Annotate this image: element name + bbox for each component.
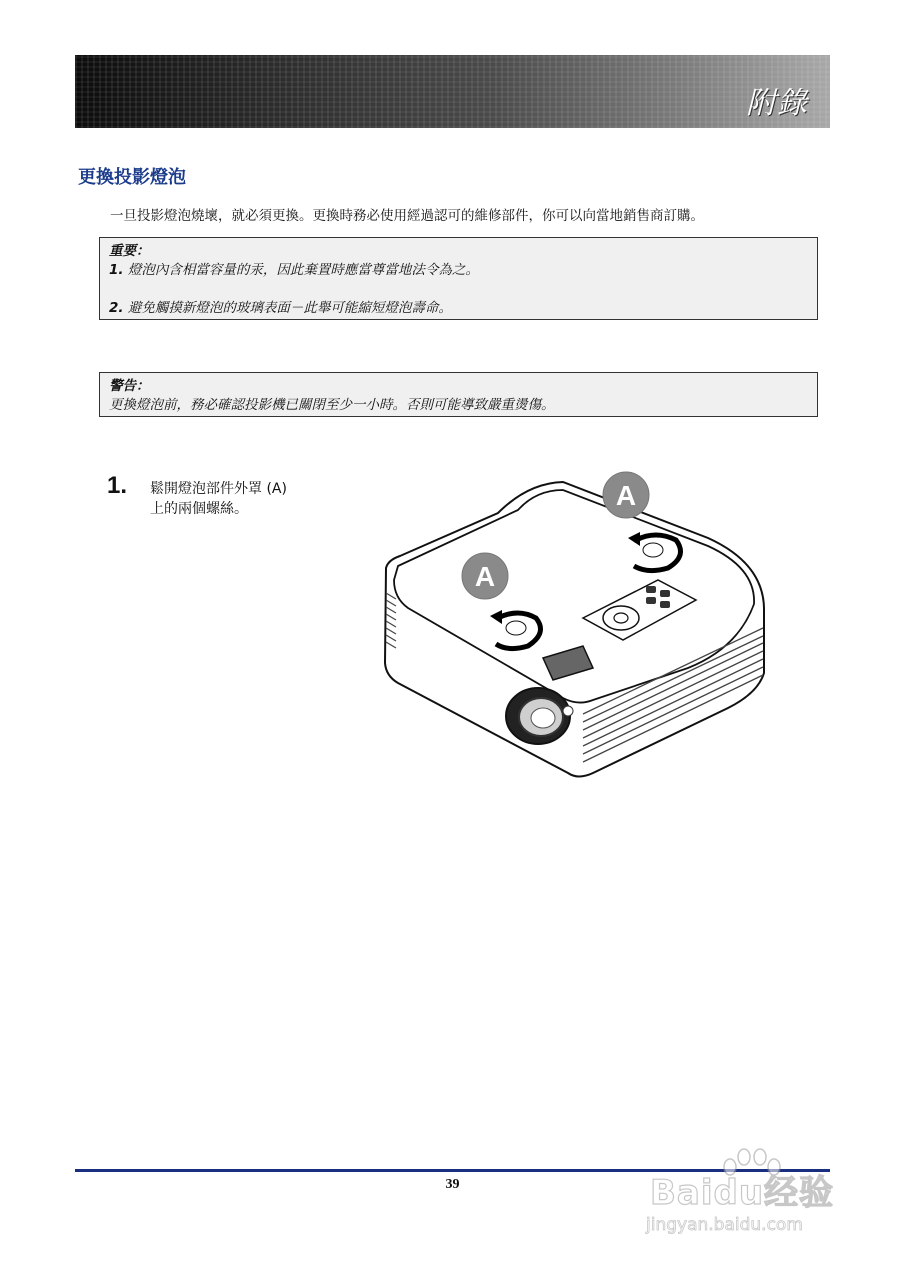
item-text: 避免觸摸新燈泡的玻璃表面－此舉可能縮短燈泡壽命。 <box>127 300 452 316</box>
item-number: 1. <box>109 262 124 278</box>
warning-text: 更換燈泡前，務必確認投影機已關閉至少一小時。否則可能導致嚴重燙傷。 <box>109 397 555 413</box>
header-banner <box>75 55 830 128</box>
important-item <box>109 261 808 280</box>
projector-illustration <box>378 468 773 783</box>
section-title: 更換投影燈泡 <box>78 167 186 188</box>
marker-label: A <box>474 561 496 592</box>
warning-heading: 警告： <box>109 378 150 394</box>
page-number: 39 <box>445 1177 460 1192</box>
intro-paragraph: 一旦投影燈泡燒壞，就必須更換。更換時務必使用經過認可的維修部件，你可以向當地銷售商訂購。 <box>110 208 704 224</box>
step-number: 1. <box>107 472 128 499</box>
step-line-1: 鬆開燈泡部件外罩 (A) <box>150 481 287 497</box>
baidu-watermark <box>640 1145 860 1245</box>
watermark-url: jingyan.baidu.com <box>646 1215 803 1235</box>
important-item <box>109 299 808 318</box>
chapter-title: 附錄 <box>746 86 808 121</box>
step-instruction <box>150 479 335 519</box>
item-text: 燈泡內含相當容量的汞，因此棄置時應當尊當地法令為之。 <box>127 262 479 278</box>
item-number: 2. <box>109 300 124 316</box>
important-notice <box>99 237 818 320</box>
warning-notice <box>99 372 818 417</box>
step-line-2: 上的兩個螺絲。 <box>150 501 248 517</box>
watermark-brand: Baidu经验 <box>650 1173 835 1213</box>
marker-label: A <box>615 480 637 511</box>
important-heading: 重要： <box>109 243 150 259</box>
